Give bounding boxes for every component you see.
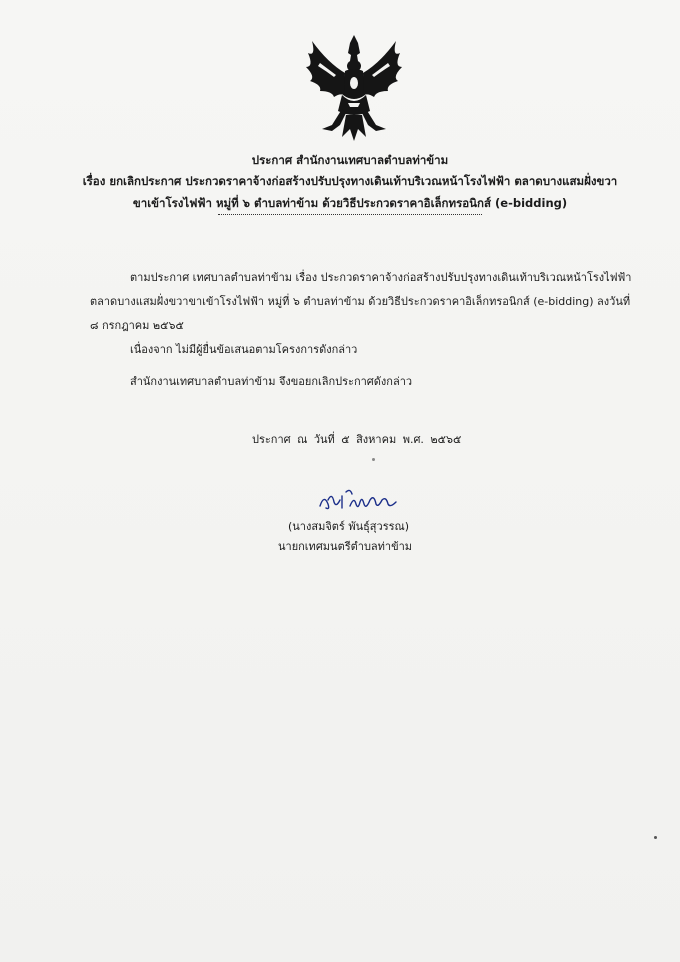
announcement-title: ประกาศ สำนักงานเทศบาลตำบลท่าข้าม <box>251 153 449 167</box>
scan-speck <box>372 458 375 461</box>
announcement-date: ประกาศ ณ วันที่ ๕ สิงหาคม พ.ศ. ๒๕๖๕ <box>252 433 462 446</box>
body-paragraph-2: เนื่องจาก ไม่มีผู้ยื่นข้อเสนอตามโครงการดังกล่าว <box>130 343 358 356</box>
body-paragraph-1-line-2: ตลาดบางแสมฝั่งขวาขาเข้าโรงไฟฟ้า หมู่ที่ ๖ ตำบลท่าข้าม ด้วยวิธีประกวดราคาอิเล็กทรอนิกส์ (e-bidding) ลงวันที่ <box>90 295 631 308</box>
signatory-position: นายกเทศมนตรีตำบลท่าข้าม <box>278 540 413 553</box>
dotted-divider <box>218 214 482 215</box>
subject-line-1: เรื่อง ยกเลิกประกาศ ประกวดราคาจ้างก่อสร้างปรับปรุงทางเดินเท้าบริเวณหน้าโรงไฟฟ้า ตลาดบางแสมฝั่งขวา <box>82 174 618 188</box>
body-paragraph-1-line-3: ๘ กรกฎาคม ๒๕๖๕ <box>90 319 184 332</box>
signatory-name: (นางสมจิตร์ พันธุ์สุวรรณ) <box>288 520 410 533</box>
body-paragraph-3: สำนักงานเทศบาลตำบลท่าข้าม จึงขอยกเลิกประกาศดังกล่าว <box>130 375 413 388</box>
handwritten-signature-icon <box>316 486 398 516</box>
body-paragraph-1-line-1: ตามประกาศ เทศบาลตำบลท่าข้าม เรื่อง ประกวดราคาจ้างก่อสร้างปรับปรุงทางเดินเท้าบริเวณหน้าโรงไฟฟ้า <box>130 271 632 284</box>
garuda-emblem-icon <box>298 33 410 145</box>
scan-speck <box>654 836 657 839</box>
subject-line-2: ขาเข้าโรงไฟฟ้า หมู่ที่ ๖ ตำบลท่าข้าม ด้วยวิธีประกวดราคาอิเล็กทรอนิกส์ (e-bidding) <box>132 196 568 210</box>
